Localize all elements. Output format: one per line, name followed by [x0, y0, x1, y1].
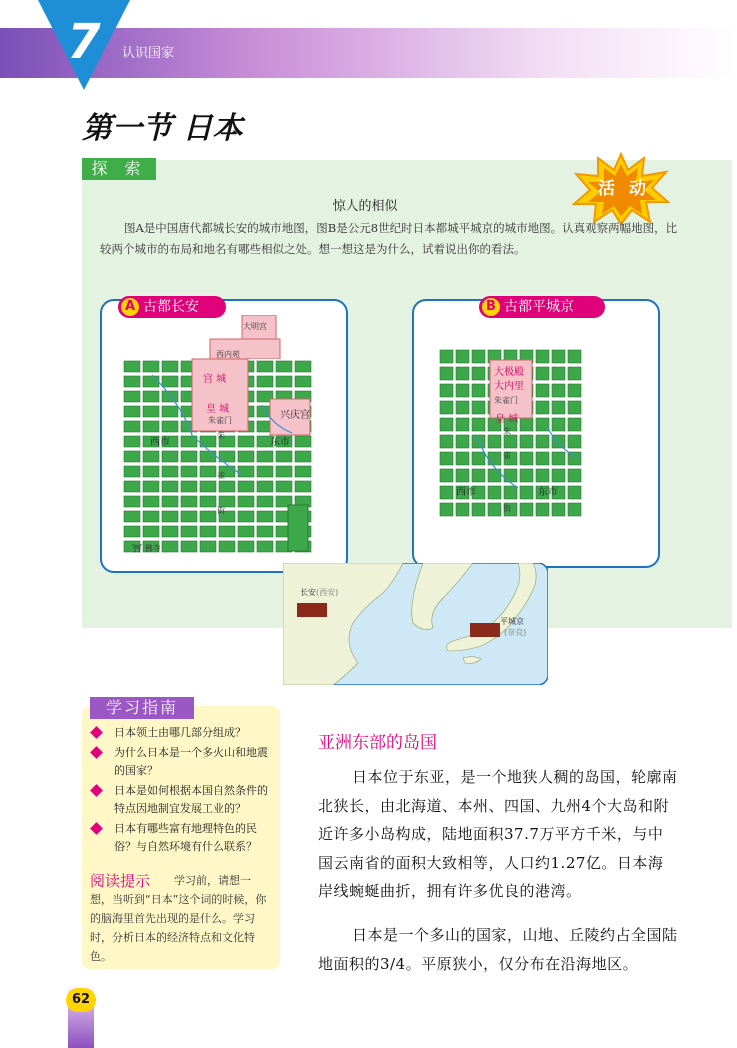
- city-block: [200, 466, 216, 477]
- city-block: [143, 496, 159, 507]
- city-block: [568, 486, 581, 499]
- city-block: [520, 452, 533, 465]
- city-block: [181, 481, 197, 492]
- label-jie-a: 街: [217, 506, 225, 515]
- city-block: [124, 436, 140, 447]
- city-block: [568, 469, 581, 482]
- city-block: [536, 469, 549, 482]
- city-block: [440, 452, 453, 465]
- section-heading: 亚洲东部的岛国: [318, 733, 437, 753]
- city-block: [552, 350, 565, 363]
- diamond-bullet-icon: [90, 746, 103, 759]
- city-block: [520, 503, 533, 516]
- city-block: [162, 451, 178, 462]
- city-block: [162, 376, 178, 387]
- guide-item-text: 日本有哪些富有地理特色的民俗？与自然环境有什么联系？: [114, 822, 257, 853]
- city-block: [162, 526, 178, 537]
- city-block: [456, 503, 469, 516]
- city-block: [143, 481, 159, 492]
- city-block: [472, 452, 485, 465]
- city-block: [504, 486, 517, 499]
- city-block: [162, 361, 178, 372]
- guide-item-text: 日本领土由哪几部分组成？: [114, 726, 246, 739]
- city-block: [276, 481, 292, 492]
- city-block: [162, 406, 178, 417]
- city-block: [456, 367, 469, 380]
- city-block: [276, 451, 292, 462]
- explore-body: 图A是中国唐代都城长安的城市地图，图B是公元8世纪时日本都城平城京的城市地图。认真观察两幅地图，比较两个城市的布局和地名有哪些相似之处。想一想这是为什么，试着说出你的看法。: [100, 221, 678, 256]
- city-block: [181, 496, 197, 507]
- city-block: [472, 367, 485, 380]
- city-block: [568, 418, 581, 431]
- city-block: [472, 469, 485, 482]
- city-block: [276, 361, 292, 372]
- city-block: [440, 435, 453, 448]
- label-zhu-b: 朱: [503, 427, 511, 436]
- label-zhuquemen-b: 朱雀门: [494, 396, 518, 405]
- label-dongshi-a: 东市: [270, 437, 290, 448]
- city-block: [472, 401, 485, 414]
- city-block: [200, 481, 216, 492]
- label-xishi-b: 西市: [456, 487, 476, 498]
- city-block: [143, 391, 159, 402]
- city-block: [124, 511, 140, 522]
- city-block: [124, 496, 140, 507]
- city-block: [440, 384, 453, 397]
- city-block: [143, 466, 159, 477]
- city-block: [257, 466, 273, 477]
- city-block: [440, 486, 453, 499]
- city-block: [143, 361, 159, 372]
- chapter-number: 7: [67, 14, 101, 70]
- city-block: [440, 367, 453, 380]
- city-block: [143, 451, 159, 462]
- city-block: [456, 452, 469, 465]
- label-zhu-a: 朱: [217, 431, 225, 440]
- city-block: [219, 481, 235, 492]
- map-b-title: 古都平城京: [504, 299, 574, 315]
- city-block: [488, 469, 501, 482]
- city-block: [295, 436, 311, 447]
- city-block: [162, 421, 178, 432]
- city-block: [552, 452, 565, 465]
- city-block: [568, 435, 581, 448]
- city-block: [162, 511, 178, 522]
- city-block: [200, 526, 216, 537]
- label-xingqinggong: 兴庆宫: [280, 410, 310, 421]
- city-block: [257, 451, 273, 462]
- city-block: [520, 469, 533, 482]
- city-block: [520, 486, 533, 499]
- city-block: [456, 384, 469, 397]
- city-block: [295, 466, 311, 477]
- map-b-badge: B: [482, 298, 500, 316]
- reading-tip-title: 阅读提示: [90, 872, 151, 890]
- city-block: [552, 469, 565, 482]
- city-block: [162, 481, 178, 492]
- city-block: [536, 401, 549, 414]
- map-a-title-pill: [118, 296, 226, 318]
- city-block: [536, 418, 549, 431]
- city-block: [568, 350, 581, 363]
- city-block: [238, 451, 254, 462]
- diamond-bullet-icon: [90, 726, 103, 739]
- city-block: [124, 376, 140, 387]
- city-block: [295, 376, 311, 387]
- city-block: [552, 367, 565, 380]
- city-block: [162, 496, 178, 507]
- city-block: [456, 350, 469, 363]
- city-block: [200, 541, 216, 552]
- city-block: [536, 350, 549, 363]
- city-block: [124, 421, 140, 432]
- city-block: [143, 421, 159, 432]
- city-block: [520, 435, 533, 448]
- city-block: [143, 511, 159, 522]
- city-block: [552, 503, 565, 516]
- label-que-a: 雀: [217, 471, 225, 480]
- label-xishi-a: 西市: [150, 437, 170, 448]
- study-guide-tag: 学习指南: [90, 697, 194, 719]
- city-block: [536, 452, 549, 465]
- city-block: [238, 541, 254, 552]
- city-block: [536, 435, 549, 448]
- city-block: [552, 418, 565, 431]
- city-block: [257, 481, 273, 492]
- city-block: [124, 526, 140, 537]
- city-block: [276, 466, 292, 477]
- city-block: [162, 391, 178, 402]
- city-block: [124, 466, 140, 477]
- map-a-badge: A: [121, 298, 139, 316]
- region-label-nara: (奈良): [504, 628, 527, 637]
- city-block: [200, 511, 216, 522]
- label-huangcheng-a: 皇 城: [206, 404, 230, 415]
- city-block: [143, 406, 159, 417]
- city-block: [536, 367, 549, 380]
- city-block: [568, 384, 581, 397]
- label-xineiyuan: 西内苑: [216, 350, 240, 359]
- city-block: [124, 406, 140, 417]
- city-block: [456, 469, 469, 482]
- city-block: [568, 503, 581, 516]
- city-block: [124, 481, 140, 492]
- label-gongcheng: 宫 城: [203, 374, 227, 385]
- city-block: [456, 401, 469, 414]
- city-block: [257, 526, 273, 537]
- label-zhuquemen-a: 朱雀门: [208, 416, 232, 425]
- label-daneili: 大内里: [494, 381, 524, 392]
- explore-tag: 探 索: [82, 158, 156, 180]
- city-block: [219, 526, 235, 537]
- city-block: [552, 401, 565, 414]
- city-block: [124, 451, 140, 462]
- city-block: [568, 401, 581, 414]
- city-block: [536, 503, 549, 516]
- city-block: [238, 526, 254, 537]
- city-block: [181, 511, 197, 522]
- city-block: [181, 541, 197, 552]
- city-block: [181, 526, 197, 537]
- city-block: [456, 435, 469, 448]
- city-block: [200, 451, 216, 462]
- city-block: [257, 496, 273, 507]
- temple-icon: ⛩: [132, 544, 143, 553]
- city-block: [276, 376, 292, 387]
- guide-item: [92, 820, 272, 856]
- city-block: [440, 503, 453, 516]
- city-block: [162, 466, 178, 477]
- activity-badge: 活 动: [598, 179, 650, 199]
- guide-item: [92, 744, 272, 780]
- city-block: [124, 391, 140, 402]
- city-block: [488, 486, 501, 499]
- city-block: [238, 481, 254, 492]
- label-daminggong: 大明宫: [243, 322, 267, 331]
- city-block: [200, 496, 216, 507]
- guide-item: [92, 724, 272, 742]
- city-block: [295, 451, 311, 462]
- guide-item-text: 日本是如何根据本国自然条件的特点因地制宜发展工业的？: [114, 784, 268, 815]
- city-block: [181, 451, 197, 462]
- city-block: [162, 541, 178, 552]
- city-block: [456, 418, 469, 431]
- section-title: 第一节 日本: [82, 111, 243, 146]
- city-block: [238, 511, 254, 522]
- city-block: [181, 466, 197, 477]
- city-block: [536, 384, 549, 397]
- city-block: [219, 541, 235, 552]
- city-block: [257, 376, 273, 387]
- label-huangcheng-b: 皇 城: [495, 414, 519, 425]
- guide-item-text: 为什么日本是一个多火山和地震的国家？: [114, 746, 268, 777]
- city-block: [257, 361, 273, 372]
- changan-modern-name: (西安): [316, 588, 339, 597]
- city-block: [440, 418, 453, 431]
- city-block: [488, 435, 501, 448]
- city-block: [472, 418, 485, 431]
- city-block: [295, 481, 311, 492]
- city-block: [552, 384, 565, 397]
- city-block: [472, 350, 485, 363]
- city-block: [238, 436, 254, 447]
- city-block: [238, 496, 254, 507]
- city-block: [143, 526, 159, 537]
- chapter-title: 认识国家: [122, 46, 175, 61]
- city-block: [440, 401, 453, 414]
- map-b-title-pill: [479, 296, 605, 318]
- region-label-heijokyo: 平城京: [500, 617, 524, 626]
- label-que-b: 雀: [503, 451, 511, 460]
- explore-title: 惊人的相似: [332, 199, 398, 214]
- city-block: [257, 541, 273, 552]
- city-block: [472, 503, 485, 516]
- city-block: [124, 361, 140, 372]
- body-paragraph-2: 日本是一个多山的国家，山地、丘陵约占全国陆地面积的3/4。平原狭小，仅分布在沿海地区。: [318, 926, 678, 973]
- label-dongshi-b: 东市: [538, 487, 558, 498]
- city-block: [472, 435, 485, 448]
- map-a-title: 古都长安: [143, 299, 199, 315]
- body-paragraph-1: 日本位于东亚，是一个地狭人稠的岛国，轮廓南北狭长，由北海道、本州、四国、九州4个大岛和附近许多小岛构成，陆地面积37.7万平方千米，与中国云南省的面积大致相等，人口约1.27亿。日本海岸线蜿蜒曲折，拥有许多优良的港湾。: [318, 768, 678, 900]
- legend-temple-label: 佛寺: [144, 544, 161, 553]
- label-jie-b: 街: [503, 504, 511, 513]
- city-block: [472, 384, 485, 397]
- city-block: [504, 469, 517, 482]
- city-block: [238, 466, 254, 477]
- city-block: [440, 469, 453, 482]
- region-label-changan: [300, 587, 338, 598]
- legend-temple: [132, 543, 161, 554]
- guide-item: [92, 782, 272, 818]
- diamond-bullet-icon: [90, 822, 103, 835]
- changan-name: 长安: [300, 588, 316, 597]
- city-block: [520, 418, 533, 431]
- city-block: [488, 452, 501, 465]
- diamond-bullet-icon: [90, 784, 103, 797]
- city-block: [143, 376, 159, 387]
- city-block: [568, 367, 581, 380]
- city-block: [440, 350, 453, 363]
- reading-tip-body: 学习前，请想一想，当听到“日本”这个词的时候，你的脑海里首先出现的是什么。学习时，分析日本的经济特点和文化特色。: [90, 874, 267, 963]
- page-number: 62: [66, 988, 96, 1012]
- label-dajidian: 大极殿: [494, 367, 524, 378]
- city-block: [257, 511, 273, 522]
- city-block: [488, 503, 501, 516]
- city-block: [295, 361, 311, 372]
